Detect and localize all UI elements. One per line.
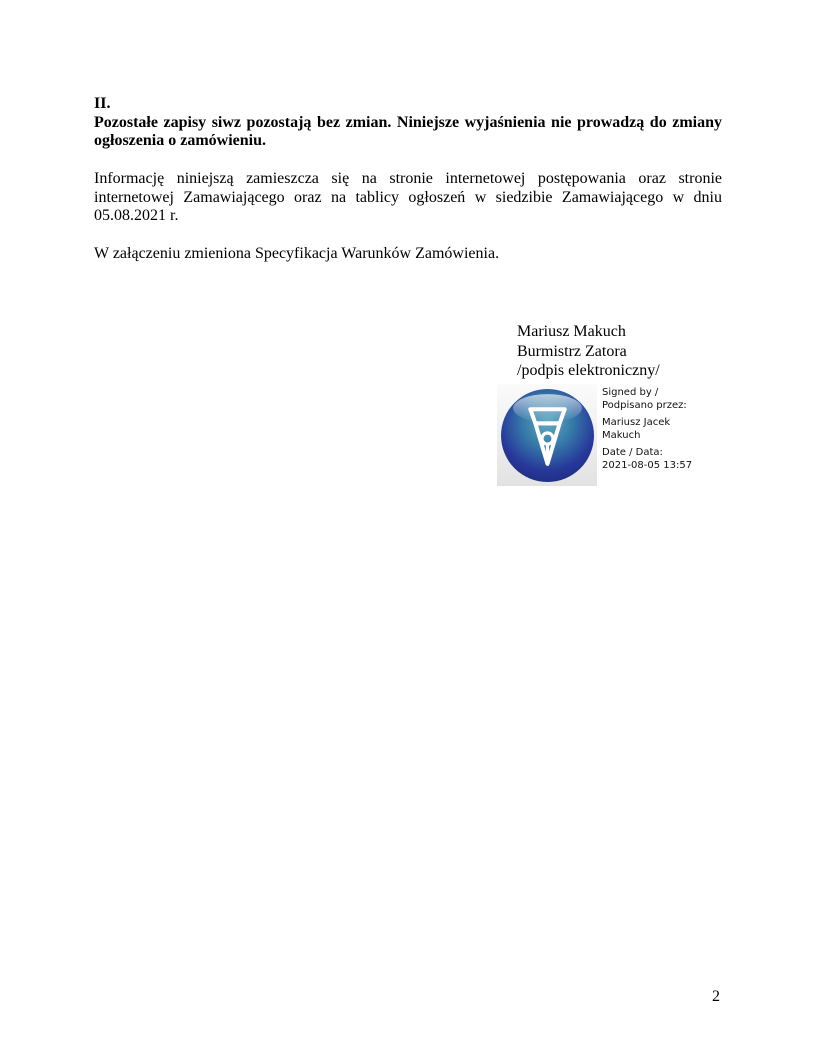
stamp-date-group bbox=[602, 447, 692, 472]
electronic-signature-stamp bbox=[497, 384, 692, 486]
signature-method-note: /podpis elektroniczny/ bbox=[517, 362, 660, 380]
signer-name: Mariusz Makuch bbox=[517, 323, 626, 340]
stamp-text bbox=[602, 384, 692, 472]
pen-nib-icon bbox=[497, 384, 597, 486]
signer-title: Burmistrz Zatora bbox=[517, 342, 627, 360]
section-heading: II. bbox=[94, 95, 111, 112]
emphasis-paragraph: Pozostałe zapisy siwz pozostają bez zmian. Niniejsze wyjaśnienia nie prowadzą do zmiany ogłoszenia o zamówieniu. bbox=[94, 113, 722, 150]
stamp-signer-group bbox=[602, 417, 692, 442]
signature-block bbox=[517, 322, 660, 381]
attachment-paragraph: W załączeniu zmieniona Specyfikacja Warunków Zamówienia. bbox=[94, 244, 500, 262]
stamp-signer-name-line1: Mariusz Jacek bbox=[602, 417, 671, 428]
page-number: 2 bbox=[712, 988, 720, 1005]
publication-paragraph: Informację niniejszą zamieszcza się na stronie internetowej postępowania oraz stronie internetowej Zamawiającego oraz na tablicy ogłoszeń w siedzibie Zamawiającego w dniu 05.08.2021 r. bbox=[94, 169, 722, 225]
stamp-signed-by-en: Signed by / bbox=[602, 387, 659, 398]
stamp-signed-by-group bbox=[602, 387, 692, 412]
stamp-signed-by-pl: Podpisano przez: bbox=[602, 399, 687, 411]
stamp-date-label: Date / Data: bbox=[602, 447, 663, 458]
stamp-signer-name-line2: Makuch bbox=[602, 429, 641, 441]
stamp-date-value: 2021-08-05 13:57 bbox=[602, 459, 693, 471]
document-body bbox=[94, 95, 722, 263]
